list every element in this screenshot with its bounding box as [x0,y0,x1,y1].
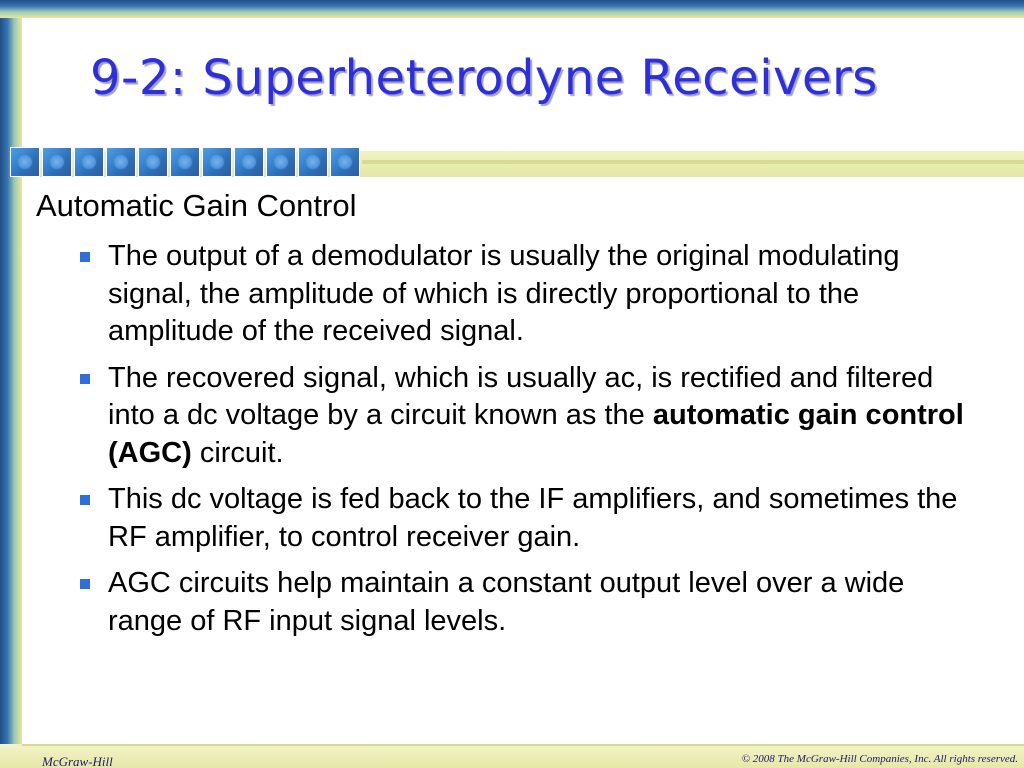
bullet-text: The output of a demodulator is usually the original modulating signal, the amplitude of which is directly proportional to the amplitude of the received signal. [108,240,900,347]
square-bullet-icon [80,252,90,262]
square-bullet-icon [80,579,90,589]
divider-squares [10,147,362,177]
blue-square-icon [10,147,40,177]
bullet-text-part: circuit. [191,436,284,469]
section-heading: Automatic Gain Control [36,188,357,223]
blue-square-icon [170,147,200,177]
blue-square-icon [106,147,136,177]
frame-top-bar [0,0,1024,18]
bullet-bold-term: automatic gain control (AGC) [108,399,964,469]
blue-square-icon [298,147,328,177]
bullet-item [76,238,986,351]
footer-publisher: McGraw-Hill [42,754,113,768]
title-divider [10,147,1024,181]
bullet-list [76,238,986,649]
blue-square-icon [234,147,264,177]
square-bullet-icon [80,374,90,384]
bullet-item [76,360,986,473]
bullet-item [76,565,986,640]
blue-square-icon [74,147,104,177]
bullet-item [76,481,986,556]
blue-square-icon [138,147,168,177]
blue-square-icon [202,147,232,177]
frame-left-bar [0,0,22,768]
bullet-text: AGC circuits help maintain a constant output level over a wide range of RF input signal levels. [108,567,905,637]
blue-square-icon [42,147,72,177]
bullet-text-part: The recovered signal, which is usually ac, is rectified and filtered into a dc voltage by a circuit known as the [108,361,934,431]
blue-square-icon [266,147,296,177]
slide-title: 9-2: Superheterodyne Receivers [90,50,878,106]
frame-bottom-line [22,744,1024,746]
footer-copyright: © 2008 The McGraw-Hill Companies, Inc. All rights reserved. [741,753,1018,765]
bullet-text: This dc voltage is fed back to the IF amplifiers, and sometimes the RF amplifier, to control receiver gain. [108,483,958,553]
square-bullet-icon [80,495,90,505]
blue-square-icon [330,147,360,177]
divider-line [362,160,1024,164]
